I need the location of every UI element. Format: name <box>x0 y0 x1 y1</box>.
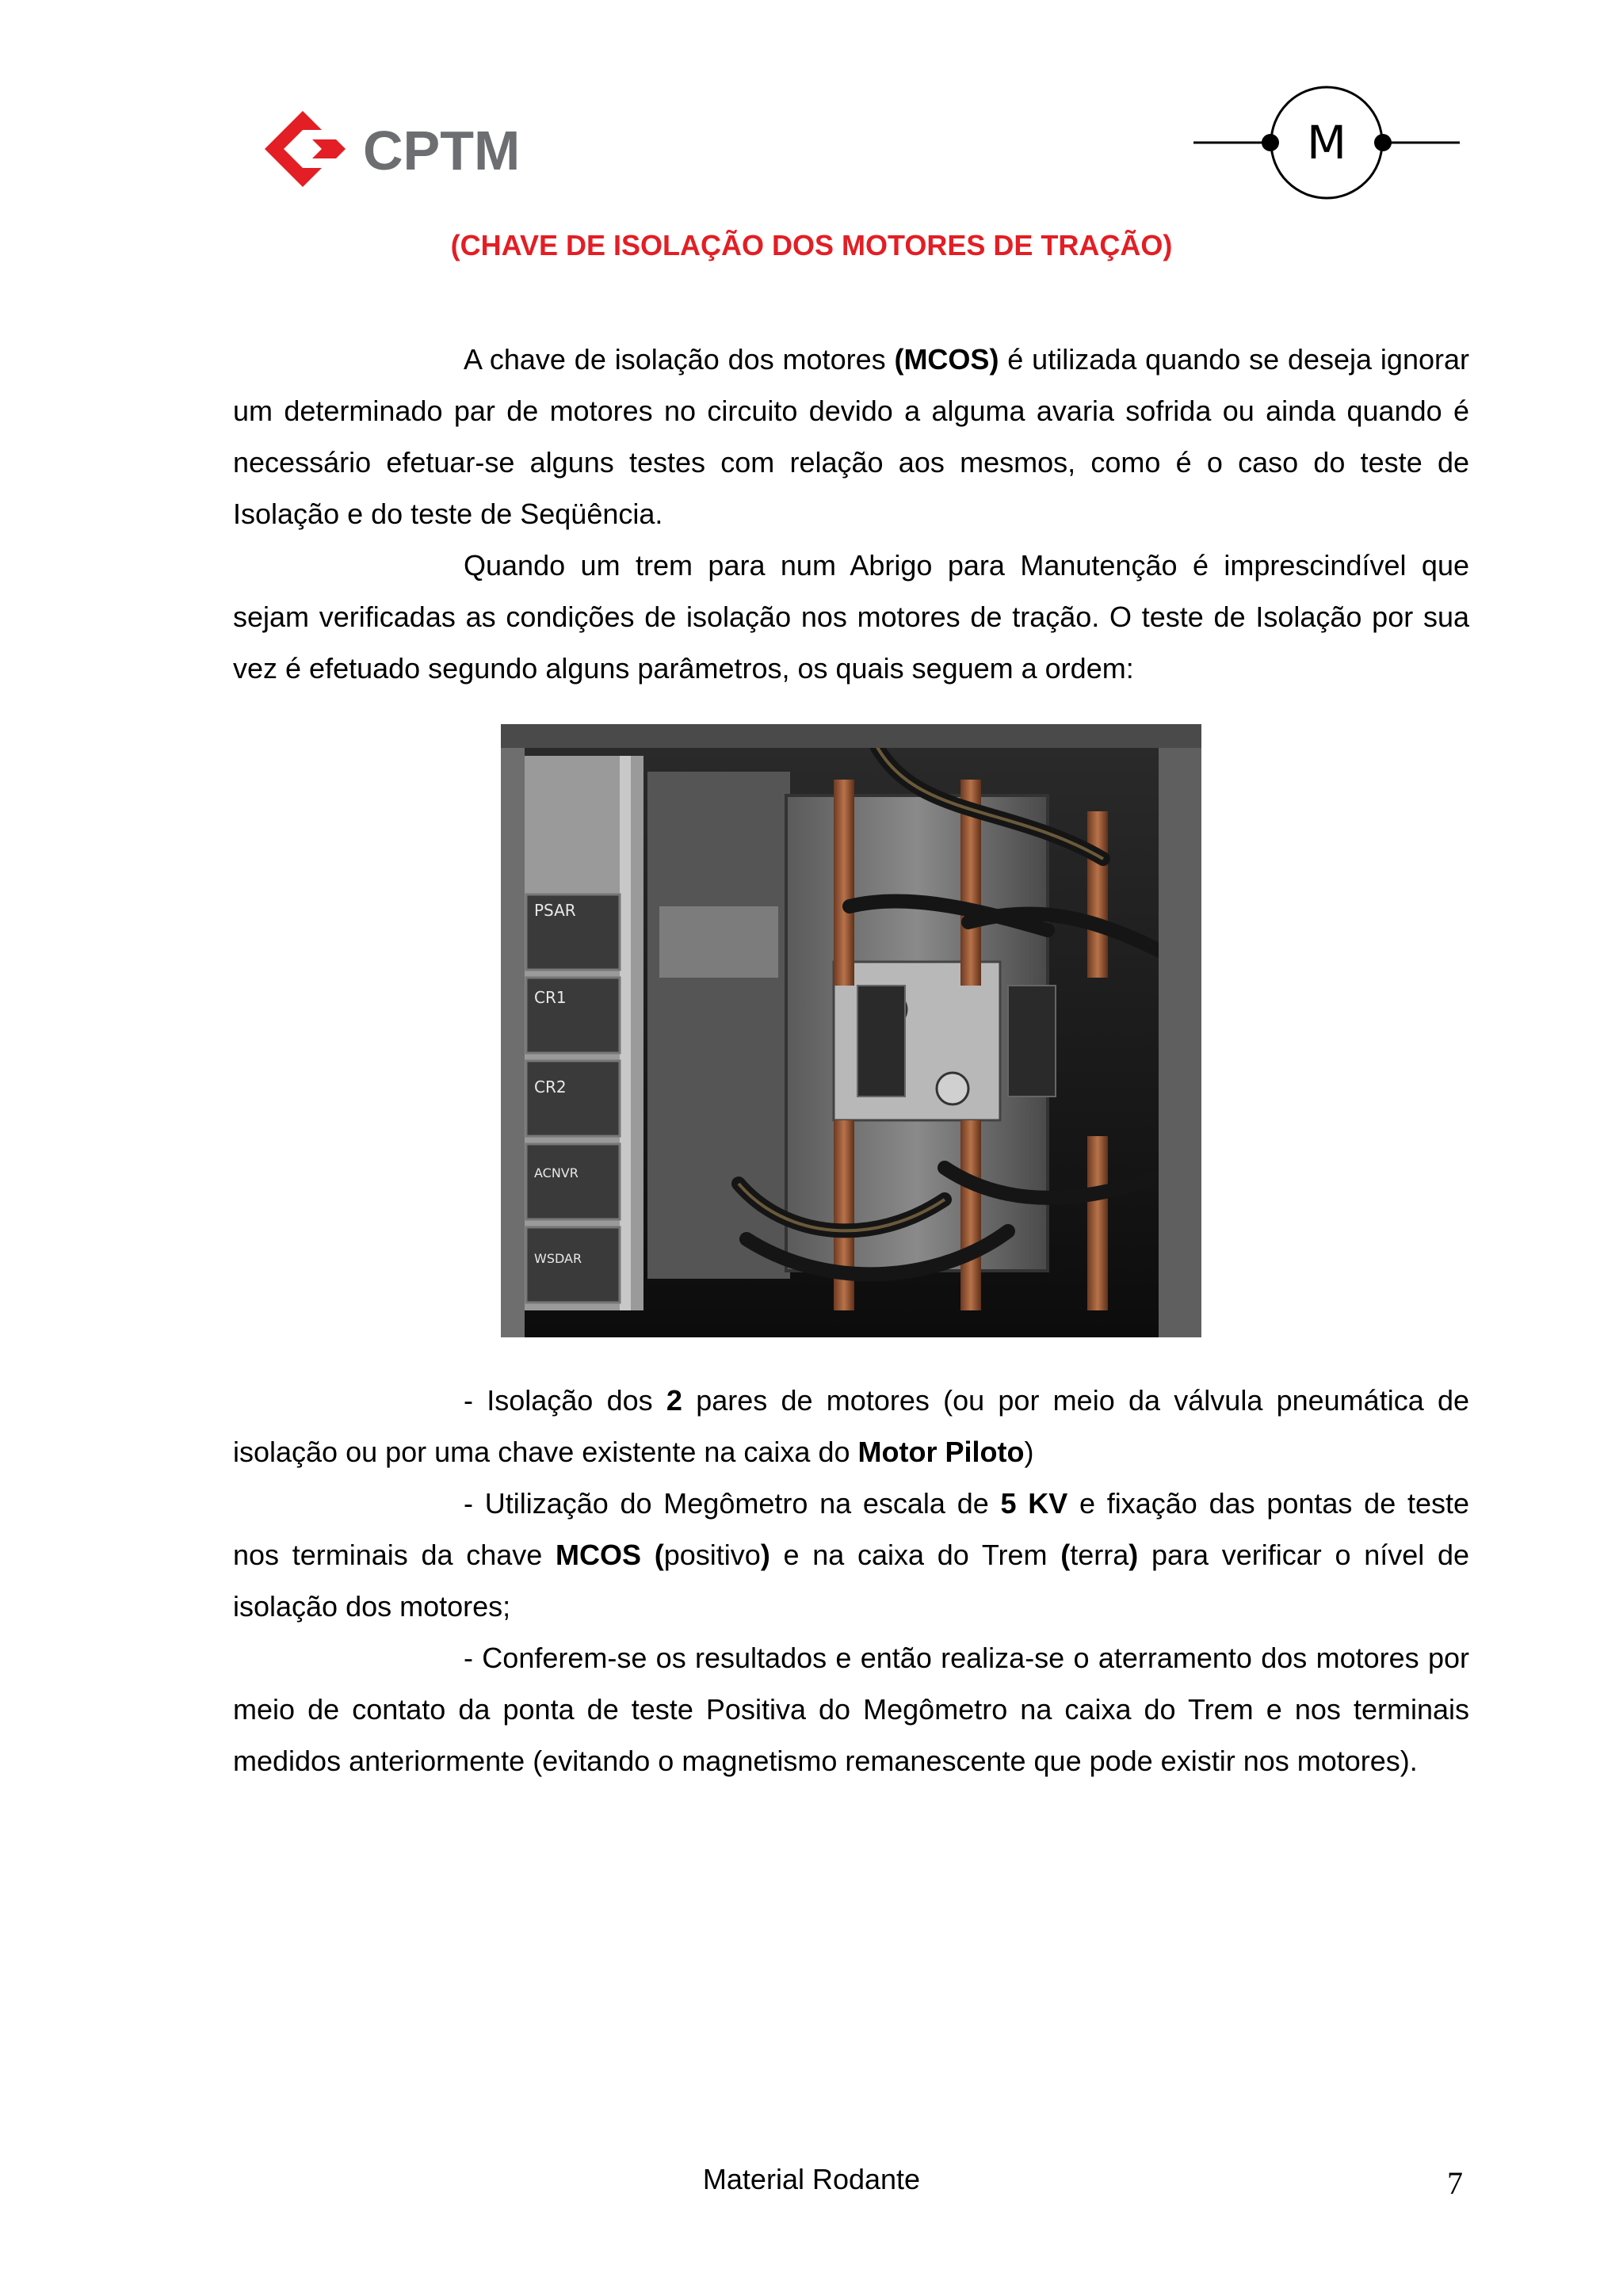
relay-label-psar: PSAR <box>534 901 576 920</box>
p1-bold-mcos: (MCOS) <box>894 343 999 376</box>
steps-list <box>233 1375 1469 1787</box>
paragraph-isolation-test: Quando um trem para num Abrigo para Manutenção é imprescindível que sejam verificadas as condições de isolação nos motores de tração. O teste de Isolação por sua vez é efetuado segundo alguns parâmetros, os quais seguem a ordem: <box>233 549 1469 685</box>
item2-text-i: terra <box>1070 1539 1129 1571</box>
relay-label-cr1: CR1 <box>534 988 567 1007</box>
cptm-logo-graphic <box>255 108 540 201</box>
relay-label-wsdar: WSDAR <box>534 1251 582 1266</box>
relay-label-acnvr: ACNVR <box>534 1165 579 1180</box>
mcos-panel-photo <box>501 724 1201 1337</box>
relay-label-cr2: CR2 <box>534 1077 567 1097</box>
item2-bold-paren-close-2: ) <box>1128 1539 1139 1571</box>
list-item <box>233 1478 1469 1632</box>
item2-text-a: - Utilização do Megômetro na escala de <box>464 1487 1001 1520</box>
cptm-logo-text: CPTM <box>363 120 521 181</box>
item2-text-e: positivo <box>663 1539 761 1571</box>
item1-text-a: - Isolação dos <box>464 1384 666 1417</box>
intro-text <box>233 334 1469 694</box>
item2-text-k: para verificar o nível de isolação dos motores; <box>233 1539 1469 1623</box>
item1-text-e: ) <box>1024 1436 1034 1468</box>
motor-symbol-icon <box>1193 84 1460 201</box>
cptm-logo <box>255 108 540 201</box>
item1-bold-motor-piloto: Motor Piloto <box>857 1436 1025 1468</box>
item2-bold-5kv: 5 KV <box>1000 1487 1068 1520</box>
page-number: 7 <box>1447 2165 1463 2201</box>
item2-bold-paren-open: ( <box>1060 1539 1071 1571</box>
item2-bold-paren-close: ) <box>760 1539 770 1571</box>
list-item: - Conferem-se os resultados e então realiza-se o aterramento dos motores por meio de contato da ponta de teste Positiva do Megômetro na caixa do Trem e nos terminais medidos anteriormente (evitando o magnetismo remanescente que pode existir nos motores). <box>233 1642 1469 1777</box>
item1-bold-count: 2 <box>666 1384 682 1417</box>
p1-text-start: A chave de isolação dos motores <box>464 343 895 376</box>
item2-text-g: e na caixa do Trem <box>769 1539 1061 1571</box>
page-title: (CHAVE DE ISOLAÇÃO DOS MOTORES DE TRAÇÃO) <box>450 229 1173 261</box>
paragraph-mcos <box>233 334 1469 540</box>
item1-text-c: pares de motores (ou por meio da válvula pneumática de isolação ou por uma chave existente na caixa do <box>233 1384 1470 1468</box>
list-item <box>233 1375 1469 1478</box>
item2-bold-mcos: MCOS ( <box>556 1539 664 1571</box>
item2-text-c: e fixação das pontas de teste nos terminais da chave <box>233 1487 1469 1571</box>
p1-text-end: é utilizada quando se deseja ignorar um determinado par de motores no circuito devido a alguma avaria sofrida ou ainda quando é necessário efetuar-se alguns testes com relação aos mesmos, como é o caso do teste de Isolação e do teste de Seqüência. <box>233 343 1469 530</box>
footer-label: Material Rodante <box>702 2163 921 2195</box>
motor-symbol-letter: M <box>1306 116 1347 170</box>
relay-stack <box>526 894 620 1302</box>
